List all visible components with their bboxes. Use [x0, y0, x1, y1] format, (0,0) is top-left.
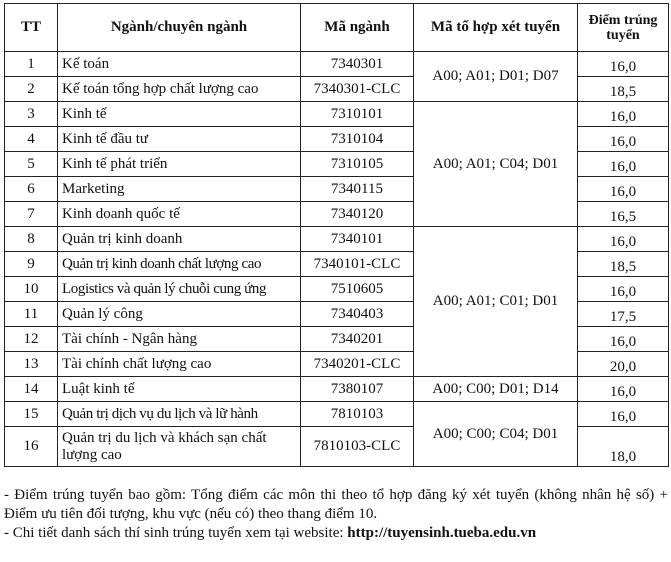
row-score: 16,0 — [578, 177, 669, 202]
row-tt: 1 — [5, 52, 58, 77]
row-major: Quản lý công — [58, 302, 301, 327]
row-score: 16,0 — [578, 402, 669, 427]
row-major: Quản trị du lịch và khách sạn chất lượng cao — [58, 427, 301, 467]
row-score: 16,0 — [578, 377, 669, 402]
row-major: Kế toán tổng hợp chất lượng cao — [58, 77, 301, 102]
row-code: 7340403 — [301, 302, 414, 327]
row-code: 7340301 — [301, 52, 414, 77]
row-code: 7340115 — [301, 177, 414, 202]
row-combo: A00; A01; C04; D01 — [414, 102, 578, 227]
header-major: Ngành/chuyên ngành — [58, 4, 301, 52]
row-tt: 2 — [5, 77, 58, 102]
row-score: 18,0 — [578, 427, 669, 467]
table-row — [5, 102, 669, 127]
row-tt: 4 — [5, 127, 58, 152]
row-major: Tài chính - Ngân hàng — [58, 327, 301, 352]
note-score-definition: - Điểm trúng tuyển bao gồm: Tổng điểm các môn thi theo tổ hợp đăng ký xét tuyển (không nhân hệ số) + Điểm ưu tiên đối tượng, khu vực (nếu có) theo thang điểm 10. — [4, 487, 668, 522]
row-score: 17,5 — [578, 302, 669, 327]
row-tt: 6 — [5, 177, 58, 202]
row-code: 7340101-CLC — [301, 252, 414, 277]
row-tt: 8 — [5, 227, 58, 252]
website-link[interactable]: http://tuyensinh.tueba.edu.vn — [347, 525, 537, 541]
row-tt: 16 — [5, 427, 58, 467]
row-tt: 9 — [5, 252, 58, 277]
row-code: 7340201 — [301, 327, 414, 352]
header-tt: TT — [5, 4, 58, 52]
row-major: Kinh doanh quốc tế — [58, 202, 301, 227]
row-score: 16,0 — [578, 127, 669, 152]
row-tt: 13 — [5, 352, 58, 377]
table-row — [5, 402, 669, 427]
header-combo: Mã tổ hợp xét tuyển — [414, 4, 578, 52]
row-score: 20,0 — [578, 352, 669, 377]
row-combo: A00; A01; C01; D01 — [414, 227, 578, 377]
row-major: Kinh tế phát triển — [58, 152, 301, 177]
row-major: Tài chính chất lượng cao — [58, 352, 301, 377]
row-score: 16,0 — [578, 227, 669, 252]
row-tt: 12 — [5, 327, 58, 352]
row-combo: A00; C00; D01; D14 — [414, 377, 578, 402]
row-code: 7310105 — [301, 152, 414, 177]
row-major: Kinh tế đầu tư — [58, 127, 301, 152]
row-major: Kế toán — [58, 52, 301, 77]
admission-score-table — [4, 3, 669, 467]
table-row — [5, 227, 669, 252]
row-code: 7310101 — [301, 102, 414, 127]
row-score: 16,0 — [578, 102, 669, 127]
note-website-prefix: - Chi tiết danh sách thí sinh trúng tuyển xem tại website: — [4, 525, 348, 541]
row-major: Luật kinh tế — [58, 377, 301, 402]
row-tt: 5 — [5, 152, 58, 177]
row-tt: 10 — [5, 277, 58, 302]
row-score: 18,5 — [578, 252, 669, 277]
row-score: 16,0 — [578, 152, 669, 177]
row-code: 7340201-CLC — [301, 352, 414, 377]
row-tt: 3 — [5, 102, 58, 127]
row-major: Marketing — [58, 177, 301, 202]
row-major: Quản trị kinh doanh chất lượng cao — [58, 252, 301, 277]
row-code: 7340101 — [301, 227, 414, 252]
header-score: Điểm trúng tuyển — [578, 4, 669, 52]
note-website — [4, 524, 668, 543]
row-score: 16,0 — [578, 52, 669, 77]
row-combo: A00; C00; C04; D01 — [414, 402, 578, 467]
row-score: 16,0 — [578, 327, 669, 352]
table-row — [5, 52, 669, 77]
row-tt: 14 — [5, 377, 58, 402]
header-code: Mã ngành — [301, 4, 414, 52]
row-tt: 15 — [5, 402, 58, 427]
row-code: 7810103-CLC — [301, 427, 414, 467]
row-major: Quản trị dịch vụ du lịch và lữ hành — [58, 402, 301, 427]
row-code: 7340120 — [301, 202, 414, 227]
row-code: 7380107 — [301, 377, 414, 402]
row-score: 16,0 — [578, 277, 669, 302]
row-score: 18,5 — [578, 77, 669, 102]
row-code: 7340301-CLC — [301, 77, 414, 102]
notes — [4, 486, 668, 543]
row-code: 7310104 — [301, 127, 414, 152]
row-tt: 7 — [5, 202, 58, 227]
row-score: 16,5 — [578, 202, 669, 227]
row-code: 7510605 — [301, 277, 414, 302]
row-combo: A00; A01; D01; D07 — [414, 52, 578, 102]
row-major: Quản trị kinh doanh — [58, 227, 301, 252]
row-major: Logistics và quản lý chuỗi cung ứng — [58, 277, 301, 302]
table-row — [5, 377, 669, 402]
row-tt: 11 — [5, 302, 58, 327]
row-code: 7810103 — [301, 402, 414, 427]
row-major: Kinh tế — [58, 102, 301, 127]
